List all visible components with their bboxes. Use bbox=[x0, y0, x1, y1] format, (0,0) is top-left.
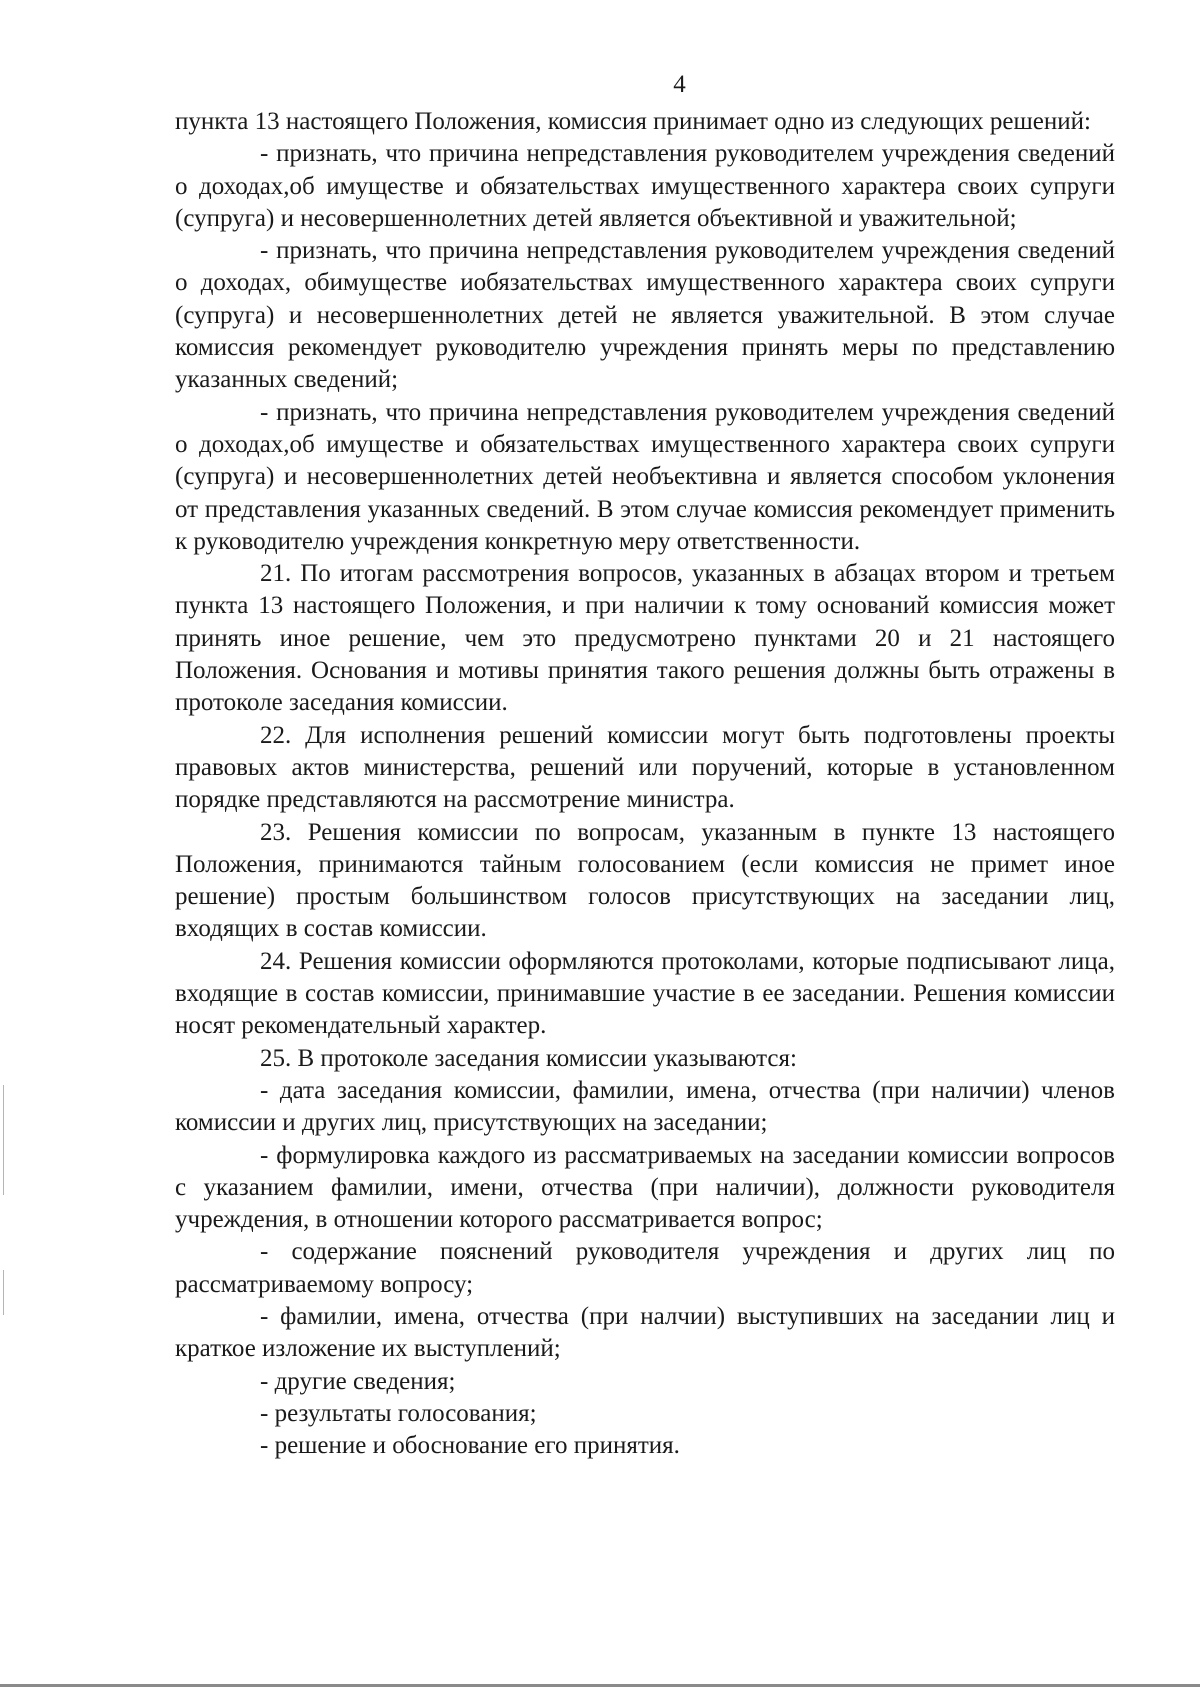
paragraph: - признать, что причина непредставления руководителем учреждения сведений о доходах,об имуществе и обязательствах имущественного характера своих супруги (супруга) и несовершеннолетних детей является объективной и уважительной; bbox=[175, 140, 1115, 232]
document-body bbox=[175, 106, 1115, 1462]
paragraph: 22. Для исполнения решений комиссии могут быть подготовлены проекты правовых актов министерства, решений или поручений, которые в установленном порядке представляются на рассмотрение министра. bbox=[175, 721, 1115, 814]
page-number: 4 bbox=[673, 71, 686, 98]
paragraph: - дата заседания комиссии, фамилии, имена, отчества (при наличии) членов комиссии и других лиц, присутствующих на заседании; bbox=[175, 1076, 1115, 1137]
paragraph: - результаты голосования; bbox=[260, 1399, 537, 1427]
paragraph: 25. В протоколе заседания комиссии указываются: bbox=[260, 1044, 797, 1072]
page-bottom-edge bbox=[0, 1684, 1200, 1687]
scan-artifact bbox=[3, 1270, 4, 1315]
paragraph: - признать, что причина непредставления руководителем учреждения сведений о доходах,об имуществе и обязательствах имущественного характера своих супруги (супруга) и несовершеннолетних детей необъективна и является способом уклонения от представления указанных сведений. В этом случае комиссия рекомендует применить к руководителю учреждения конкретную меру ответственности. bbox=[175, 398, 1115, 555]
scan-artifact bbox=[3, 1085, 4, 1195]
paragraph: 23. Решения комиссии по вопросам, указанным в пункте 13 настоящего Положения, принимаются тайным голосованием (если комиссия не примет иное решение) простым большинством голосов присутствующих на заседании лиц, входящих в состав комиссии. bbox=[175, 818, 1115, 943]
paragraph: пункта 13 настоящего Положения, комиссия принимает одно из следующих решений: bbox=[175, 108, 1091, 135]
paragraph: 21. По итогам рассмотрения вопросов, указанных в абзацах втором и третьем пункта 13 настоящего Положения, и при наличии к тому оснований комиссия может принять иное решение, чем это предусмотрено пунктами 20 и 21 настоящего Положения. Основания и мотивы принятия такого решения должны быть отражены в протоколе заседания комиссии. bbox=[175, 560, 1115, 717]
paragraph: - другие сведения; bbox=[260, 1367, 456, 1395]
paragraph: 24. Решения комиссии оформляются протоколами, которые подписывают лица, входящие в состав комиссии, принимавшие участие в ее заседании. Решения комиссии носят рекомендательный характер. bbox=[175, 947, 1115, 1040]
paragraph: - формулировка каждого из рассматриваемых на заседании комиссии вопросов с указанием фамилии, имени, отчества (при наличии), должности руководителя учреждения, в отношении которого рассматривается вопрос; bbox=[175, 1141, 1115, 1234]
paragraph: - решение и обоснование его принятия. bbox=[260, 1432, 680, 1460]
paragraph: - фамилии, имена, отчества (при налчии) выступивших на заседании лиц и краткое изложение их выступлений; bbox=[175, 1302, 1115, 1363]
paragraph: - содержание пояснений руководителя учреждения и других лиц по рассматриваемому вопросу; bbox=[175, 1238, 1115, 1298]
paragraph: - признать, что причина непредставления руководителем учреждения сведений о доходах, обимуществе иобязательствах имущественного характера своих супруги (супруга) и несовершеннолетних детей не является уважительной. В этом случае комиссия рекомендует руководителю учреждения принять меры по представлению указанных сведений; bbox=[175, 237, 1115, 394]
